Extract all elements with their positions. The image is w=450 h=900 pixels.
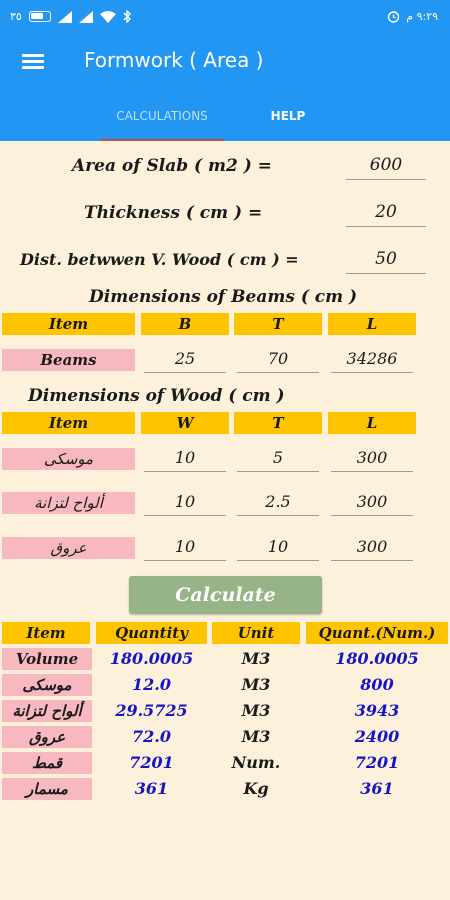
result-unit: M3 xyxy=(241,649,271,668)
beams-t-input[interactable]: 70 xyxy=(237,346,319,373)
beams-b-input[interactable]: 25 xyxy=(144,346,226,373)
thickness-label: Thickness ( cm ) = xyxy=(84,203,263,223)
result-item: موسكى xyxy=(2,674,92,696)
beams-header-l: L xyxy=(328,313,416,335)
result-quantity: 29.5725 xyxy=(115,701,188,720)
thickness-input[interactable]: 20 xyxy=(346,199,426,227)
result-quantity: 72.0 xyxy=(132,727,171,746)
beams-header-t: T xyxy=(234,313,322,335)
beams-header-b: B xyxy=(141,313,229,335)
result-unit: M3 xyxy=(241,727,271,746)
beams-header-item: Item xyxy=(2,313,135,335)
status-time: ٩:٢٩ م xyxy=(406,10,438,23)
result-item: Volume xyxy=(2,648,92,670)
alarm-icon xyxy=(387,10,400,23)
menu-icon[interactable] xyxy=(22,54,44,70)
battery-icon xyxy=(29,11,51,22)
beams-row-label: Beams xyxy=(2,349,135,371)
wood-l-input[interactable]: 300 xyxy=(331,445,413,472)
wood-row-label: موسكى xyxy=(2,448,135,470)
result-num: 3943 xyxy=(354,701,400,720)
wood-row-label: عروق xyxy=(2,537,135,559)
result-item: مسمار xyxy=(2,778,92,800)
results-header-quantity: Quantity xyxy=(96,622,207,644)
wood-t-input[interactable]: 10 xyxy=(237,534,319,561)
status-number: ٣٥ xyxy=(10,10,22,23)
result-item: قمط xyxy=(2,752,92,774)
wood-t-input[interactable]: 5 xyxy=(237,445,319,472)
area-input[interactable]: 600 xyxy=(346,152,426,180)
wood-t-input[interactable]: 2.5 xyxy=(237,489,319,516)
bluetooth-icon xyxy=(123,10,132,23)
wood-w-input[interactable]: 10 xyxy=(144,489,226,516)
wifi-icon xyxy=(100,11,116,23)
beams-l-input[interactable]: 34286 xyxy=(331,346,413,373)
calculate-button[interactable]: Calculate xyxy=(129,576,322,614)
result-unit: Num. xyxy=(231,753,281,772)
result-quantity: 12.0 xyxy=(132,675,171,694)
wood-header-w: W xyxy=(141,412,229,434)
wood-l-input[interactable]: 300 xyxy=(331,534,413,561)
result-num: 7201 xyxy=(354,753,400,772)
app-bar xyxy=(0,34,450,141)
results-header-unit: Unit xyxy=(212,622,300,644)
beams-title: Dimensions of Beams ( cm ) xyxy=(89,287,358,307)
distance-label: Dist. betwwen V. Wood ( cm ) = xyxy=(20,250,299,269)
app-title: Formwork ( Area ) xyxy=(84,48,264,72)
wood-l-input[interactable]: 300 xyxy=(331,489,413,516)
wood-header-l: L xyxy=(328,412,416,434)
result-num: 800 xyxy=(360,675,394,694)
signal-icon xyxy=(58,11,72,23)
wood-w-input[interactable]: 10 xyxy=(144,445,226,472)
result-num: 2400 xyxy=(354,727,400,746)
results-header-num: Quant.(Num.) xyxy=(306,622,448,644)
result-quantity: 7201 xyxy=(129,753,174,772)
wood-header-t: T xyxy=(234,412,322,434)
result-quantity: 361 xyxy=(134,779,169,798)
wood-w-input[interactable]: 10 xyxy=(144,534,226,561)
signal-icon-2 xyxy=(79,11,93,23)
distance-input[interactable]: 50 xyxy=(346,246,426,274)
result-quantity: 180.0005 xyxy=(109,649,194,668)
area-label: Area of Slab ( m2 ) = xyxy=(72,156,272,176)
tab-calculations[interactable]: CALCULATIONS xyxy=(100,104,224,141)
result-num: 180.0005 xyxy=(335,649,419,668)
wood-header-item: Item xyxy=(2,412,135,434)
tab-help[interactable]: HELP xyxy=(270,109,306,123)
results-header-item: Item xyxy=(2,622,90,644)
result-item: ألواح لتزانة xyxy=(2,700,92,722)
wood-title: Dimensions of Wood ( cm ) xyxy=(28,386,285,406)
result-unit: M3 xyxy=(241,675,271,694)
status-bar xyxy=(0,0,450,34)
wood-row-label: ألواح لتزانة xyxy=(2,492,135,514)
result-unit: Kg xyxy=(243,779,269,798)
result-num: 361 xyxy=(360,779,394,798)
result-unit: M3 xyxy=(241,701,271,720)
result-item: عروق xyxy=(2,726,92,748)
